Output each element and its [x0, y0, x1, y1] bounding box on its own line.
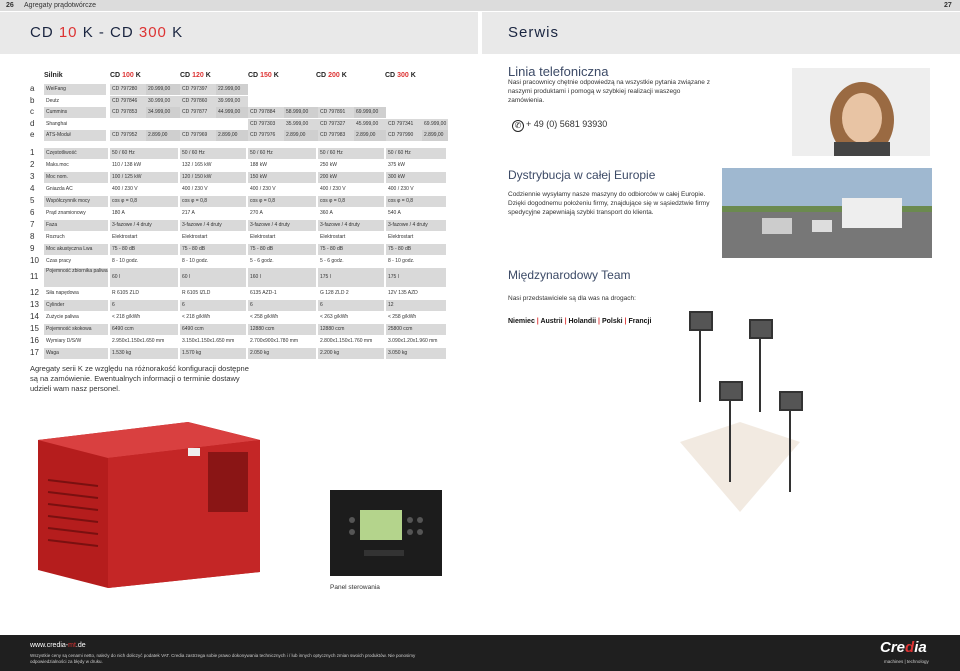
engine-cell: CD 797303 [248, 119, 284, 130]
team-title: Międzynarodowy Team [508, 268, 631, 282]
row-letter: b [30, 95, 35, 105]
spec-value: cos φ = 0,8 [248, 196, 316, 207]
spec-name: Cylinder [44, 300, 108, 311]
engine-cell: 2.899,00 [146, 130, 180, 141]
engine-cell: 2.899,00 [422, 130, 448, 141]
hotline-phone: + 49 (0) 5681 93930 [526, 119, 608, 129]
spec-number: 11 [30, 272, 39, 281]
spec-value: 6 [318, 300, 384, 311]
country-list [508, 318, 651, 325]
engine-name: Shanghai [46, 120, 68, 127]
spec-value: 3-fazowe / 4 druty [386, 220, 446, 231]
service-title-band [482, 12, 960, 54]
row-letter: a [30, 84, 35, 93]
spec-row [30, 324, 448, 335]
spec-value: 110 / 138 kW [112, 162, 142, 168]
country-name: Holandii [568, 318, 597, 325]
spec-row [30, 196, 448, 207]
spec-value: cos φ = 0,8 [110, 196, 178, 207]
spec-number: 12 [30, 287, 39, 297]
spec-name: Wymiary D/S/W [46, 337, 82, 344]
country-separator: | [596, 318, 602, 325]
spec-value: 6 [248, 300, 316, 311]
spec-value: 75 - 80 dB [110, 244, 178, 255]
engine-cell [386, 96, 422, 107]
spec-number: 4 [30, 184, 35, 193]
engine-name: ATS-Moduł [44, 130, 106, 141]
spec-value: 1.530 kg [110, 348, 178, 359]
engine-name: Cummins [44, 107, 106, 118]
service-title: Serwis [508, 24, 560, 41]
availability-note: Agregaty serii K ze względu na różnorakość konfiguracji dostępne są na zamówienie. Ewentualnych informacji o terminie dostawy udzieli wam nasz personel. [30, 364, 249, 393]
spec-number: 10 [30, 256, 39, 265]
spec-row [30, 172, 448, 183]
engine-cell [386, 107, 422, 118]
spec-number: 1 [30, 148, 35, 157]
spec-value: 8 - 10 godz. [112, 258, 139, 264]
spec-name: Moc nom. [44, 172, 108, 183]
spec-value: 3-fazowe / 4 druty [110, 220, 178, 231]
distribution-text: Codziennie wysyłamy nasze maszyny do odbiorców w całej Europie. Dzięki dogodnemu położeniu firmy, znajdujące się w sąsiedztwie firmy spedycyjne zapewniają szybki transport do klienta. [508, 191, 710, 216]
engine-cell: 34.999,00 [146, 107, 180, 118]
engine-cell [318, 96, 354, 107]
engine-cell: 45.999,00 [354, 119, 386, 130]
engine-cell: 44.999,00 [216, 107, 248, 118]
country-name: Polski [601, 318, 623, 325]
spec-value: 400 / 230 V [182, 186, 208, 192]
spec-number: 7 [30, 220, 35, 229]
engine-cell [284, 84, 318, 95]
spec-value: < 218 g/kWh [112, 313, 141, 320]
engine-cell: CD 797846 [110, 96, 146, 107]
spec-name: Częstotliwość [44, 148, 108, 159]
spec-value: 2.050 kg [248, 348, 316, 359]
product-title-band [0, 12, 478, 54]
spec-value: 3.150x1.150x1.650 mm [182, 337, 235, 344]
spec-value: 188 kW [250, 162, 267, 168]
spec-row [30, 160, 448, 171]
spec-row [30, 336, 448, 347]
spec-value: 217 A [182, 210, 195, 216]
spec-name: Moc akustyczna Lwa [44, 244, 108, 255]
engine-cell: 20.999,00 [146, 84, 180, 95]
call-center-photo [792, 68, 930, 156]
engine-cell: CD 797884 [248, 107, 284, 118]
country-separator: | [562, 318, 569, 325]
spec-value: Elektrostart [112, 234, 138, 240]
engine-row [30, 119, 448, 130]
spec-number: 13 [30, 299, 39, 309]
spec-value: 5 - 6 godz. [320, 258, 344, 264]
country-separator: | [534, 318, 541, 325]
spec-name: Czas pracy [46, 258, 72, 264]
spec-value: 3.090x1.20x1.960 mm [388, 337, 438, 344]
hotline-title: Linia telefoniczna [508, 64, 609, 79]
spec-value: cos φ = 0,8 [318, 196, 384, 207]
spec-value: 1.570 kg [180, 348, 246, 359]
model-header: CD 200 K [316, 72, 347, 79]
spec-value: Elektrostart [182, 234, 208, 240]
website-url[interactable]: www.credia-mt.de [30, 642, 86, 649]
spec-value: 6 [110, 300, 178, 311]
logo-tagline: machines | technology [884, 659, 929, 664]
spec-value: 12 [386, 300, 446, 311]
spec-row [30, 312, 448, 323]
spec-value: 6 [180, 300, 246, 311]
engine-cell [284, 96, 318, 107]
spec-row [30, 184, 448, 195]
control-panel-image [330, 490, 442, 576]
spec-value: 120 / 150 kW [180, 172, 246, 183]
engine-column-label: Silnik [44, 72, 63, 79]
spec-value: 75 - 80 dB [386, 244, 446, 255]
spec-value: Elektrostart [250, 234, 276, 240]
engine-cell: CD 797976 [248, 130, 284, 141]
spec-value: 360 A [320, 210, 333, 216]
spec-value: 3-fazowe / 4 druty [180, 220, 246, 231]
spec-number: 3 [30, 172, 35, 181]
spec-value: 400 / 230 V [250, 186, 276, 192]
left-section-title: Agregaty prądotwórcze [24, 2, 96, 9]
spec-value: < 258 g/kWh [250, 313, 279, 320]
spec-value: 180 A [112, 210, 125, 216]
spec-value: 400 / 230 V [320, 186, 346, 192]
spec-value: 2.200 kg [318, 348, 384, 359]
engine-cell: CD 797969 [180, 130, 216, 141]
engine-cell [110, 119, 146, 130]
spec-value: R 6105 ZLD [112, 289, 139, 296]
spec-value: 25800 ccm [386, 324, 446, 335]
engine-cell: CD 797280 [110, 84, 146, 95]
rammers-image [650, 292, 830, 552]
engine-cell [216, 119, 248, 130]
spec-row [30, 220, 448, 231]
spec-name: Maks.moc [46, 162, 69, 168]
engine-cell: CD 797952 [110, 130, 146, 141]
page-footer [0, 635, 960, 671]
footer-disclaimer: Wszystkie ceny są cenami netto, należy do nich doliczyć podatek VAT. Credia zastrzega sobie prawo dokonywania technicznych i / lub innych optycznych zmian swoich produktów. Nie ponosimy odpowiedzialności za błędy w druku. [30, 653, 416, 664]
engine-cell: CD 797341 [386, 119, 422, 130]
engine-cell: 30.999,00 [146, 96, 180, 107]
spec-value: 8 - 10 godz. [182, 258, 209, 264]
spec-number: 6 [30, 208, 35, 217]
spec-value: cos φ = 0,8 [180, 196, 246, 207]
model-header: CD 300 K [385, 72, 416, 79]
country-name: Austrii [540, 318, 563, 325]
spec-value: 6490 ccm [180, 324, 246, 335]
row-letter: c [30, 107, 34, 116]
engine-cell: 35.999,00 [284, 119, 318, 130]
spec-value: 200 kW [318, 172, 384, 183]
engine-cell: CD 797397 [180, 84, 216, 95]
engine-cell [354, 96, 386, 107]
spec-value: 75 - 80 dB [180, 244, 246, 255]
country-name: Niemiec [508, 318, 535, 325]
right-page-number: 27 [944, 2, 952, 9]
spec-name: Pojemność zbiornika paliwa [44, 268, 108, 287]
spec-value: 100 / 125 kW [110, 172, 178, 183]
spec-value: cos φ = 0,8 [386, 196, 446, 207]
engine-cell: CD 797990 [386, 130, 422, 141]
spec-value: 150 kW [248, 172, 316, 183]
spec-name: Współczynnik mocy [44, 196, 108, 207]
spec-number: 17 [30, 347, 39, 357]
spec-number: 9 [30, 244, 35, 253]
spec-value: 50 / 60 Hz [248, 148, 316, 159]
spec-value: 300 kW [386, 172, 446, 183]
engine-name: WeiFang [44, 84, 106, 95]
engine-cell: 69.999,00 [354, 107, 386, 118]
credia-logo: Credia [880, 639, 927, 656]
spec-value: 175 l [386, 268, 446, 287]
row-letter: e [30, 130, 35, 139]
spec-row [30, 348, 448, 359]
row-letter: d [30, 118, 35, 128]
engine-cell [318, 84, 354, 95]
spec-value: 12880 ccm [248, 324, 316, 335]
spec-value: R 6105 IZLD [182, 289, 211, 296]
engine-row [30, 130, 448, 141]
spec-number: 14 [30, 311, 39, 321]
spec-row [30, 232, 448, 243]
engine-cell: CD 797877 [180, 107, 216, 118]
spec-value: Elektrostart [388, 234, 414, 240]
spec-value: 60 l [180, 268, 246, 287]
spec-value: 160 l [248, 268, 316, 287]
spec-row [30, 300, 448, 311]
spec-row [30, 244, 448, 255]
spec-row [30, 288, 448, 299]
spec-value: G 128 ZLD 2 [320, 289, 349, 296]
engine-row [30, 107, 448, 118]
spec-number: 2 [30, 160, 35, 169]
engine-cell [422, 84, 448, 95]
panel-caption: Panel sterowania [330, 584, 380, 591]
highway-trucks-photo [722, 168, 932, 258]
spec-value: 250 kW [320, 162, 337, 168]
spec-value: 2.800x1.150x1.760 mm [320, 337, 373, 344]
spec-value: 3-fazowe / 4 druty [318, 220, 384, 231]
engine-cell: 39.999,00 [216, 96, 248, 107]
engine-cell [354, 84, 386, 95]
engine-row [30, 84, 448, 95]
engine-cell: 2.899,00 [216, 130, 248, 141]
spec-value: 2.950x1.150x1.650 mm [112, 337, 165, 344]
spec-value: 400 / 230 V [388, 186, 414, 192]
model-header: CD 150 K [248, 72, 279, 79]
engine-cell [146, 119, 180, 130]
spec-value: < 218 g/kWh [182, 313, 211, 320]
spec-value: < 258 g/kWh [388, 313, 417, 320]
spec-row [30, 148, 448, 159]
engine-cell: CD 797891 [318, 107, 354, 118]
engine-cell [422, 107, 448, 118]
distribution-title: Dystrybucja w całej Europie [508, 168, 656, 182]
spec-value: 400 / 230 V [112, 186, 138, 192]
spec-value: 6135 AZD-1 [250, 289, 277, 296]
spec-value: 2.700x900x1.780 mm [250, 337, 299, 344]
spec-value: 75 - 80 dB [248, 244, 316, 255]
engine-cell: 69.999,00 [422, 119, 448, 130]
engine-cell: 2.899,00 [354, 130, 386, 141]
engine-cell [422, 96, 448, 107]
spec-value: 3.050 kg [386, 348, 446, 359]
engine-cell: CD 797860 [180, 96, 216, 107]
engine-cell: CD 797983 [318, 130, 354, 141]
spec-row [30, 268, 448, 287]
model-header: CD 120 K [180, 72, 211, 79]
engine-name: Deutz [46, 97, 60, 104]
spec-name: Siła napędowa [46, 289, 79, 296]
spec-value: 12880 ccm [318, 324, 384, 335]
spec-value: 540 A [388, 210, 401, 216]
engine-cell: 58.999,00 [284, 107, 318, 118]
spec-value: < 263 g/kWh [320, 313, 349, 320]
spec-value: 12V 135 AZD [388, 289, 418, 296]
spec-row [30, 256, 448, 267]
engine-cell: CD 797853 [110, 107, 146, 118]
product-range-title: CD 10 K - CD 300 K [30, 24, 184, 41]
spec-number: 8 [30, 232, 35, 241]
engine-cell: 22.999,00 [216, 84, 248, 95]
engine-cell [180, 119, 216, 130]
spec-value: 50 / 60 Hz [386, 148, 446, 159]
spec-row [30, 208, 448, 219]
spec-value: 50 / 60 Hz [180, 148, 246, 159]
spec-number: 5 [30, 196, 35, 205]
page-header-bar [0, 0, 960, 11]
spec-name: Gniazda AC [46, 186, 73, 192]
spec-value: 5 - 6 godz. [250, 258, 274, 264]
spec-value: 175 l [318, 268, 384, 287]
spec-value: 375 kW [388, 162, 405, 168]
team-subtitle: Nasi przedstawiciele są dla was na drogach: [508, 295, 636, 302]
spec-name: Waga [44, 348, 108, 359]
spec-value: 8 - 10 godz. [388, 258, 415, 264]
engine-cell [248, 96, 284, 107]
spec-value: 270 A [250, 210, 263, 216]
engine-cell [386, 84, 422, 95]
engine-row [30, 96, 448, 107]
spec-number: 15 [30, 323, 39, 333]
engine-cell [248, 84, 284, 95]
spec-value: 6490 ccm [110, 324, 178, 335]
spec-name: Zużycie paliwa [46, 313, 79, 320]
spec-value: Elektrostart [320, 234, 346, 240]
spec-value: 75 - 80 dB [318, 244, 384, 255]
spec-value: 50 / 60 Hz [318, 148, 384, 159]
phone-icon: ✆ [512, 120, 524, 132]
spec-value: 60 l [110, 268, 178, 287]
spec-name: Prąd znamionowy [46, 210, 86, 216]
generator-image [28, 400, 260, 588]
model-header: CD 100 K [110, 72, 141, 79]
engine-cell: 2.899,00 [284, 130, 318, 141]
spec-value: 50 / 60 Hz [110, 148, 178, 159]
engine-cell: CD 797327 [318, 119, 354, 130]
spec-name: Pojemność skokowa [44, 324, 108, 335]
country-separator: | [622, 318, 629, 325]
spec-number: 16 [30, 335, 39, 345]
spec-name: Rozruch [46, 234, 65, 240]
spec-value: 3-fazowe / 4 druty [248, 220, 316, 231]
hotline-text: Nasi pracownicy chętnie odpowiedzą na wszystkie pytania związane z naszymi produktami i pomogą w szybkiej realizacji waszego zamówienia. [508, 79, 710, 104]
left-page-number: 26 [6, 2, 14, 9]
country-name: Francji [628, 318, 652, 325]
spec-value: 132 / 165 kW [182, 162, 212, 168]
spec-name: Faza [44, 220, 108, 231]
